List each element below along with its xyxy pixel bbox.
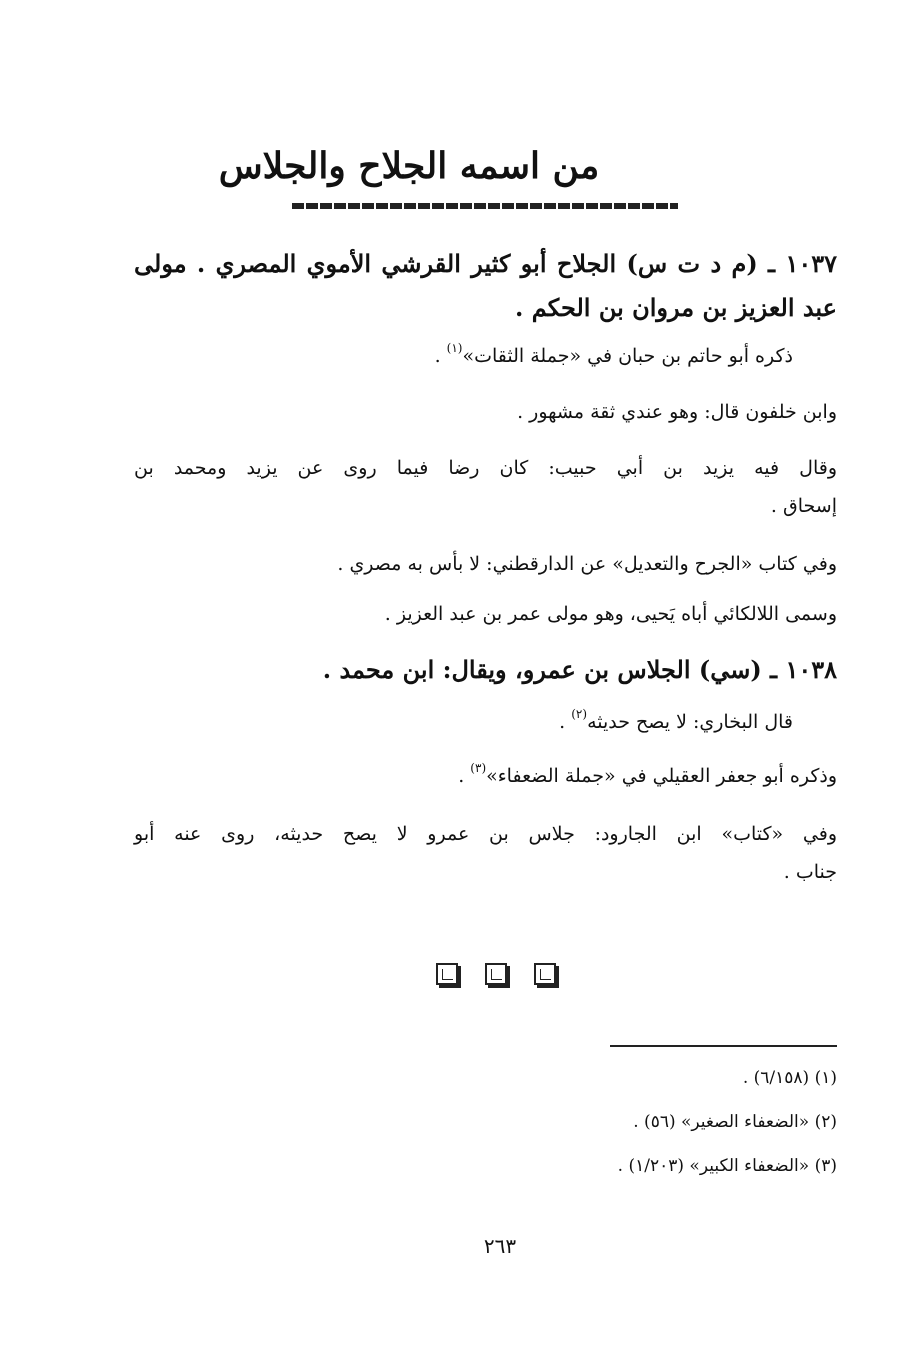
footnote-3: (٣) «الضعفاء الكبير» (١/٢٠٣) . <box>617 1156 837 1176</box>
page-number: ٢٦٣ <box>483 1234 517 1258</box>
entry-1037-line-2: عبد العزيز بن مروان بن الحكم . <box>515 293 837 322</box>
line-end: . <box>434 345 447 367</box>
line-end: . <box>458 765 471 787</box>
line-end: . <box>559 711 572 733</box>
paragraph-text: ذكره أبو حاتم بن حبان في «جملة الثقات» <box>462 345 793 367</box>
footnote-1: (١) (٦/١٥٨) . <box>742 1068 837 1088</box>
paragraph-daraqutni: وفي كتاب «الجرح والتعديل» عن الدارقطني: لا بأس به مصري . <box>337 553 837 575</box>
square-ornament-icon <box>436 963 458 985</box>
footnote-rule <box>610 1045 837 1047</box>
paragraph-text: قال البخاري: لا يصح حديثه <box>587 711 793 733</box>
square-ornament-icon <box>534 963 556 985</box>
footnote-2: (٢) «الضعفاء الصغير» (٥٦) . <box>633 1112 837 1132</box>
paragraph-yazid-line-2: إسحاق . <box>770 495 837 517</box>
footnote-ref-3: (٣) <box>470 761 487 775</box>
chapter-title: من اسمه الجلاح والجلاس <box>218 145 600 187</box>
title-underline <box>292 203 678 209</box>
entry-1037-line-1: ١٠٣٧ ـ (م د ت س) الجلاح أبو كثير القرشي الأموي المصري . مولى <box>134 249 837 278</box>
separator-ornament-icon <box>436 963 556 989</box>
paragraph-jarud-line-1: وفي «كتاب» ابن الجارود: جلاس بن عمرو لا يصح حديثه، روى عنه أبو <box>134 823 837 845</box>
footnote-ref-1: (١) <box>446 341 463 355</box>
paragraph-yazid-line-1: وقال فيه يزيد بن أبي حبيب: كان رضا فيما روى عن يزيد ومحمد بن <box>134 457 837 479</box>
paragraph-lalakai: وسمى اللالكائي أباه يَحيى، وهو مولى عمر بن عبد العزيز . <box>384 603 837 625</box>
square-ornament-icon <box>485 963 507 985</box>
paragraph-text: وذكره أبو جعفر العقيلي في «جملة الضعفاء» <box>486 765 837 787</box>
paragraph-jarud-line-2: جناب . <box>783 861 837 883</box>
paragraph-ibn-khalfun: وابن خلفون قال: وهو عندي ثقة مشهور . <box>517 401 837 423</box>
entry-1038-heading: ١٠٣٨ ـ (سي) الجلاس بن عمرو، ويقال: ابن محمد . <box>322 655 837 684</box>
paragraph-uqayli <box>134 756 837 796</box>
paragraph-ibn-hibban <box>134 336 837 376</box>
footnote-ref-2: (٢) <box>571 707 588 721</box>
paragraph-bukhari <box>134 702 837 742</box>
